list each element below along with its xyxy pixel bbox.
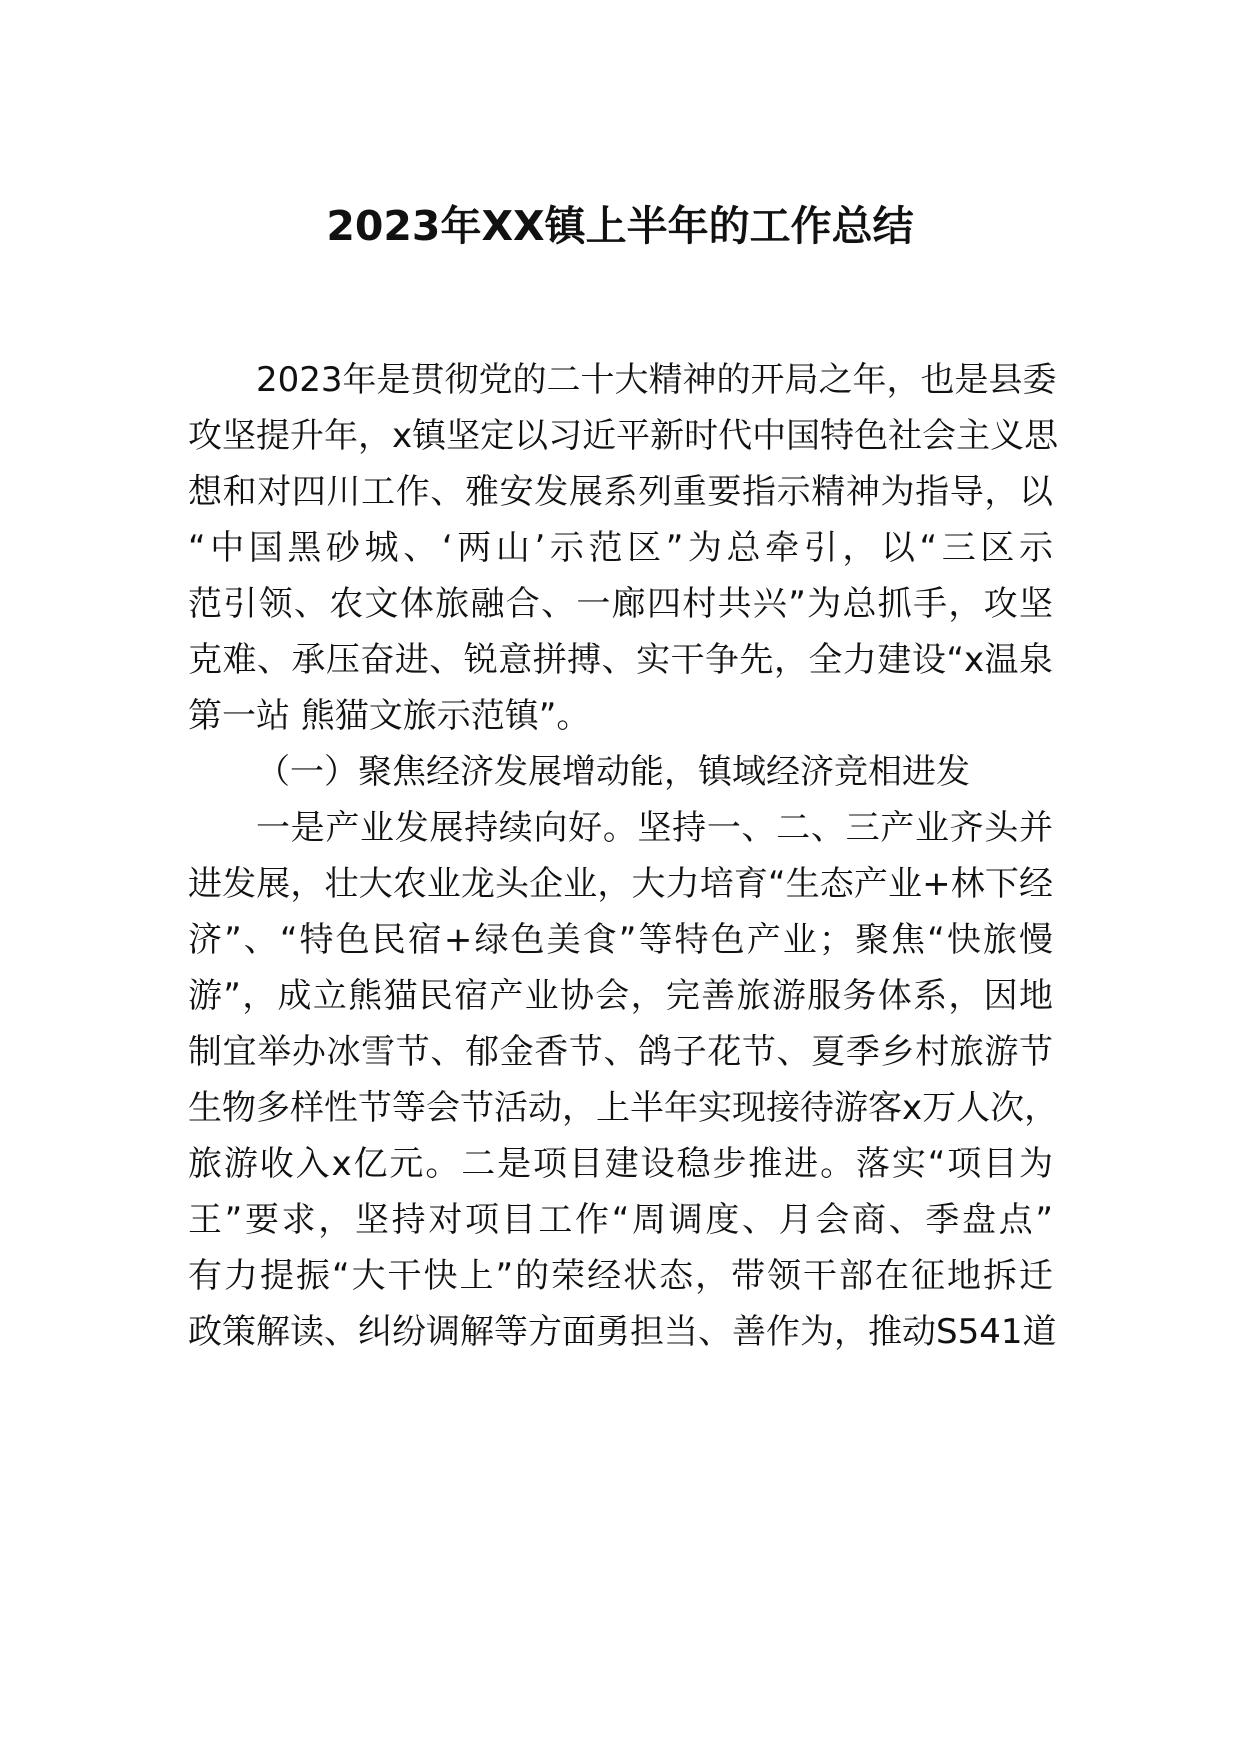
paragraph-line: 有力提振“大干快上”的荣经状态，带领干部在征地拆迁 — [188, 1256, 1053, 1296]
paragraph-line: 王”要求，坚持对项目工作“周调度、月会商、季盘点” — [188, 1200, 1053, 1240]
paragraph-line: 克难、承压奋进、锐意拼搏、实干争先，全力建设“x温泉 — [188, 640, 1053, 680]
paragraph-line: 想和对四川工作、雅安发展系列重要指示精神为指导，以 — [188, 472, 1053, 512]
paragraph-line: 游”，成立熊猫民宿产业协会，完善旅游服务体系，因地 — [188, 976, 1053, 1016]
paragraph-line: 攻坚提升年，x镇坚定以习近平新时代中国特色社会主义思 — [188, 416, 1059, 456]
paragraph-line: 济”、“特色民宿+绿色美食”等特色产业；聚焦“快旅慢 — [188, 920, 1053, 960]
paragraph-line: 旅游收入x亿元。二是项目建设稳步推进。落实“项目为 — [188, 1144, 1053, 1184]
paragraph-line: 一是产业发展持续向好。坚持一、二、三产业齐头并 — [256, 808, 1053, 848]
section-heading: （一）聚焦经济发展增动能，镇域经济竞相进发 — [256, 752, 970, 792]
paragraph-line: “中国黑砂城、‘两山’示范区”为总牵引，以“三区示 — [188, 528, 1053, 568]
paragraph-line: 生物多样性节等会节活动，上半年实现接待游客x万人次， — [188, 1088, 1059, 1128]
paragraph-line: 进发展，壮大农业龙头企业，大力培育“生态产业+林下经 — [188, 864, 1053, 904]
document-title: 2023年XX镇上半年的工作总结 — [326, 202, 914, 250]
paragraph-line: 第一站 熊猫文旅示范镇”。 — [188, 696, 591, 736]
paragraph-line: 2023年是贯彻党的二十大精神的开局之年，也是县委 — [256, 360, 1057, 400]
paragraph-line: 范引领、农文体旅融合、一廊四村共兴”为总抓手，攻坚 — [188, 584, 1053, 624]
paragraph-line: 制宜举办冰雪节、郁金香节、鸽子花节、夏季乡村旅游节 — [188, 1032, 1053, 1072]
paragraph-line: 政策解读、纠纷调解等方面勇担当、善作为，推动S541道 — [188, 1312, 1057, 1352]
